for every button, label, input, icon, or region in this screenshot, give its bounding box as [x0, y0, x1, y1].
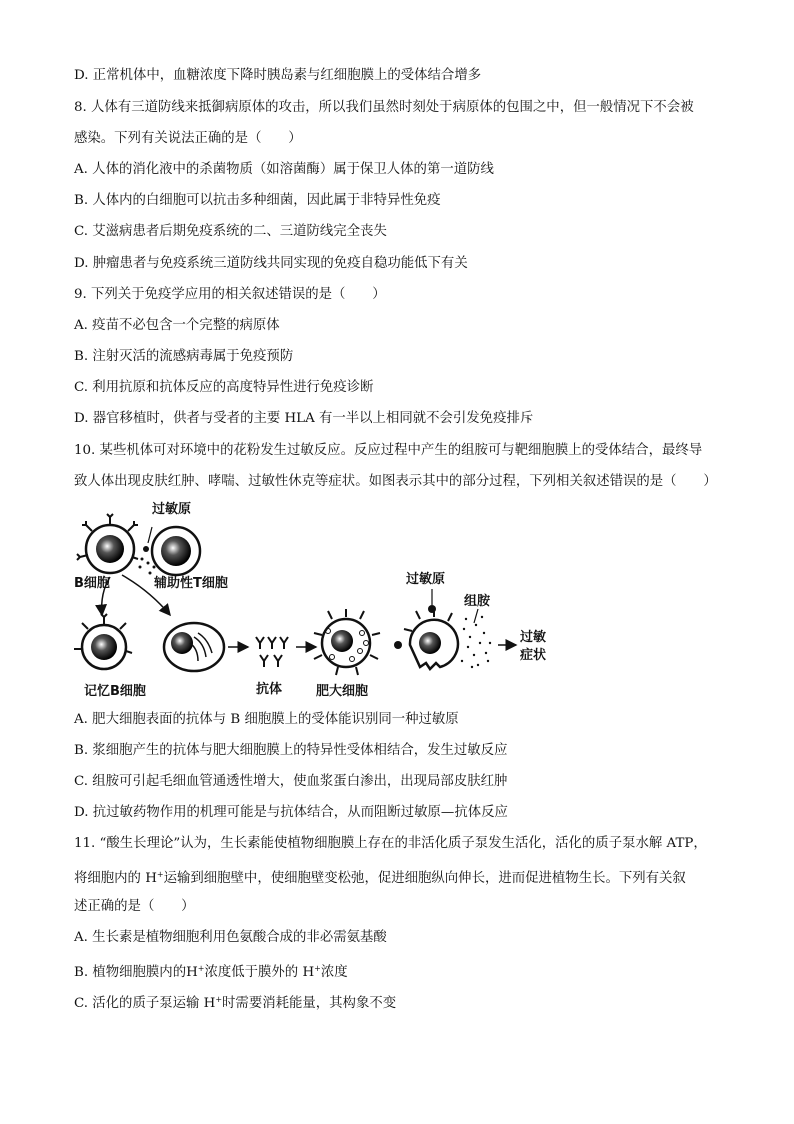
q10-option-b: B. 浆细胞产生的抗体与肥大细胞膜上的特异性受体相结合，发生过敏反应 [74, 743, 508, 758]
q11-stem-line3: 述正确的是（ ） [74, 899, 195, 914]
q11-stem-line1: 11. “酸生长理论”认为，生长素能使植物细胞膜上存在的非活化质子泵发生活化，活化的质子泵水解 ATP， [74, 836, 707, 851]
q9-stem: 9. 下列关于免疫学应用的相关叙述错误的是（ ） [74, 287, 386, 302]
allergen-dot [394, 641, 402, 649]
q11-stem-line2-b: 运输到细胞壁中，使细胞壁变松弛，促进细胞纵向伸长，进而促进植物生长。下列有关叙 [163, 871, 686, 886]
q11-stem-line2 [74, 866, 686, 888]
label-mast-cell: 肥大细胞 [316, 684, 369, 699]
q11-option-b-c: 浓度 [320, 965, 348, 980]
q7-option-d: D. 正常机体中，血糖浓度下降时胰岛素与红细胞膜上的受体结合增多 [74, 68, 482, 83]
q9-option-d: D. 器官移植时，供者与受者的主要 HLA 有一半以上相同就不会引发免疫排斥 [74, 411, 534, 426]
label-symptom-1: 过敏 [520, 630, 547, 645]
q11-option-b-b: 浓度低于膜外的 H [204, 965, 315, 980]
q8-option-a: A. 人体的消化液中的杀菌物质（如溶菌酶）属于保卫人体的第一道防线 [74, 162, 494, 177]
allergen-pointer-line [148, 527, 152, 543]
label-symptom-2: 症状 [520, 648, 547, 663]
q11-option-c [74, 991, 396, 1013]
q11-option-c-b: 时需要消耗能量，其构象不变 [222, 996, 397, 1011]
q10-option-c: C. 组胺可引起毛细血管通透性增大，使血浆蛋白渗出，出现局部皮肤红肿 [74, 774, 508, 789]
plasma-cell [164, 623, 224, 671]
q10-stem-line1: 10. 某些机体可对环境中的花粉发生过敏反应。反应过程中产生的组胺可与靶细胞膜上的受体结合，最终导 [74, 443, 703, 458]
q8-option-c: C. 艾滋病患者后期免疫系统的二、三道防线完全丧失 [74, 224, 387, 239]
q11-stem-line2-a: 将细胞内的 H [74, 871, 157, 886]
helper-t-cell [152, 527, 200, 575]
label-allergen-right: 过敏原 [406, 572, 446, 587]
q8-stem-line2: 感染。下列有关说法正确的是（ ） [74, 131, 302, 146]
superscript-plus: + [314, 964, 321, 973]
label-b-cell: B细胞 [74, 576, 110, 591]
degranulating-mast-cell [404, 589, 458, 669]
label-allergen-top: 过敏原 [152, 502, 192, 517]
label-antibody: 抗体 [256, 682, 283, 697]
antibody-icons [256, 637, 288, 667]
q8-option-d: D. 肿瘤患者与免疫系统三道防线共同实现的免疫自稳功能低下有关 [74, 256, 468, 271]
mast-cell [314, 609, 380, 675]
q9-option-b: B. 注射灭活的流感病毒属于免疫预防 [74, 349, 294, 364]
q11-option-c-a: C. 活化的质子泵运输 H [74, 996, 216, 1011]
q10-option-d: D. 抗过敏药物作用的机理可能是与抗体结合，从而阻断过敏原—抗体反应 [74, 805, 508, 820]
label-histamine: 组胺 [464, 594, 491, 609]
label-helper-t-cell: 辅助性T细胞 [154, 576, 228, 591]
q9-option-c: C. 利用抗原和抗体反应的高度特异性进行免疫诊断 [74, 380, 374, 395]
q8-option-b: B. 人体内的白细胞可以抗击多种细菌，因此属于非特异性免疫 [74, 193, 441, 208]
histamine-particles [461, 616, 491, 668]
memory-b-cell [74, 614, 132, 669]
allergy-process-diagram [70, 497, 570, 707]
superscript-plus: + [215, 995, 223, 1004]
superscript-plus: + [156, 870, 164, 879]
q8-stem-line1: 8. 人体有三道防线来抵御病原体的攻击，所以我们虽然时刻处于病原体的包围之中，但一般情况下不会被 [74, 100, 694, 115]
q11-option-b-a: B. 植物细胞膜内的H [74, 965, 198, 980]
q11-option-b [74, 960, 348, 982]
q10-stem-line2: 致人体出现皮肤红肿、哮喘、过敏性休克等症状。如图表示其中的部分过程，下列相关叙述错误的是（ ） [74, 474, 717, 489]
b-cell [77, 514, 138, 573]
q9-option-a: A. 疫苗不必包含一个完整的病原体 [74, 318, 280, 333]
histamine-pointer-line [474, 609, 478, 623]
superscript-plus: + [197, 964, 205, 973]
q11-option-a: A. 生长素是植物细胞利用色氨酸合成的非必需氨基酸 [74, 930, 387, 945]
label-memory-b-cell: 记忆B细胞 [84, 684, 146, 699]
q10-option-a: A. 肥大细胞表面的抗体与 B 细胞膜上的受体能识别同一种过敏原 [74, 712, 459, 727]
